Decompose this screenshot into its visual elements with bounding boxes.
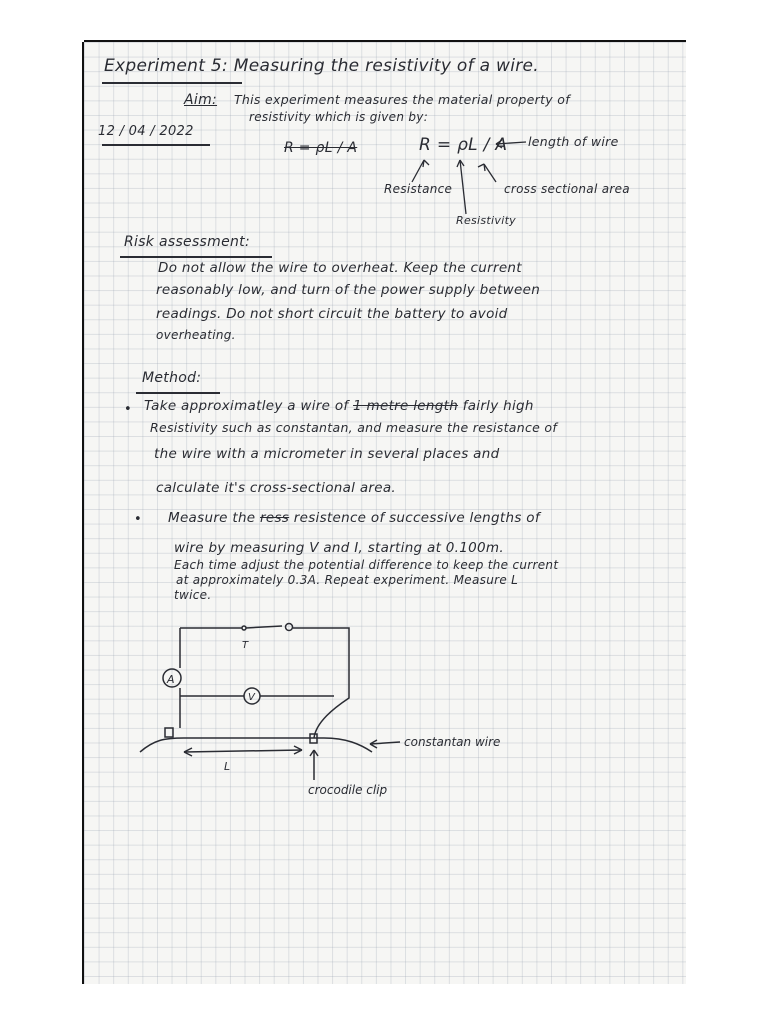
risk-line-1: Do not allow the wire to overheat. Keep the current <box>158 260 522 276</box>
method-step1-line2: Resistivity such as constantan, and measure the resistance of <box>150 420 558 435</box>
method-step1-line3: the wire with a micrometer in several places and <box>154 446 500 462</box>
method-step2-struck: ress <box>260 510 290 526</box>
switch-contact-right <box>286 624 293 631</box>
risk-line-2: reasonably low, and turn of the power supply between <box>156 282 541 298</box>
notebook-page <box>84 42 686 984</box>
method-step1-text-a: Take approximatley a wire of <box>144 398 349 414</box>
length-label: L <box>224 760 231 773</box>
switch-contact-left <box>242 626 246 630</box>
circuit-diagram <box>84 612 686 832</box>
label-resistivity: Resistivity <box>456 214 516 227</box>
method-bullet-1: • <box>124 402 132 417</box>
entry-date: 12 / 04 / 2022 <box>98 124 194 139</box>
risk-underline <box>120 256 272 258</box>
wire-label-arrow <box>370 742 400 744</box>
method-step1-line1 <box>144 398 534 414</box>
label-length-of-wire: length of wire <box>528 134 619 149</box>
constantan-wire-line <box>140 738 372 752</box>
formula-arrows <box>84 42 686 242</box>
voltmeter-symbol: V <box>248 692 255 703</box>
method-step2-line2: wire by measuring V and I, starting at 0.100m. <box>174 540 504 556</box>
page-title: Experiment 5: Measuring the resistivity of a wire. <box>104 56 540 76</box>
label-resistance: Resistance <box>384 182 453 196</box>
method-step2-line1 <box>168 510 540 526</box>
aim-text-line2: resistivity which is given by: <box>249 110 429 124</box>
method-step2-line3: Each time adjust the potential difference to keep the current <box>174 558 559 572</box>
formula-main: R = ρL / A <box>419 135 508 155</box>
aim-label: Aim: <box>184 92 218 108</box>
formula-crossed-out: R = ρL / A <box>284 140 358 156</box>
method-step2-line4: at approximately 0.3A. Repeat experiment. Measure L <box>176 573 519 587</box>
label-cross-sectional-area: cross sectional area <box>504 182 630 196</box>
aim-text-line1: This experiment measures the material property of <box>234 92 570 107</box>
clip-label: crocodile clip <box>308 783 388 797</box>
method-step1-line4: calculate it's cross-sectional area. <box>156 480 397 496</box>
switch-label: T <box>242 640 249 651</box>
method-step1-struck: 1 metre length <box>353 398 459 414</box>
method-step2-text-b: resistence of successive lengths of <box>293 510 540 526</box>
method-step1-text-b: fairly high <box>462 398 534 414</box>
method-heading: Method: <box>142 370 202 386</box>
risk-line-3: readings. Do not short circuit the battery to avoid <box>156 306 508 322</box>
wire-label: constantan wire <box>404 735 501 749</box>
circuit-top-wire-right <box>293 628 349 738</box>
risk-line-4: overheating. <box>156 328 236 342</box>
risk-heading: Risk assessment: <box>124 234 250 250</box>
method-step2-line5: twice. <box>174 588 212 602</box>
method-bullet-2: • <box>134 512 142 527</box>
ammeter-symbol: A <box>167 673 175 686</box>
method-underline <box>136 392 220 394</box>
left-terminal <box>165 728 173 737</box>
length-arrow <box>184 750 302 752</box>
method-step2-text-a: Measure the <box>168 510 256 526</box>
switch-lever <box>246 626 282 628</box>
